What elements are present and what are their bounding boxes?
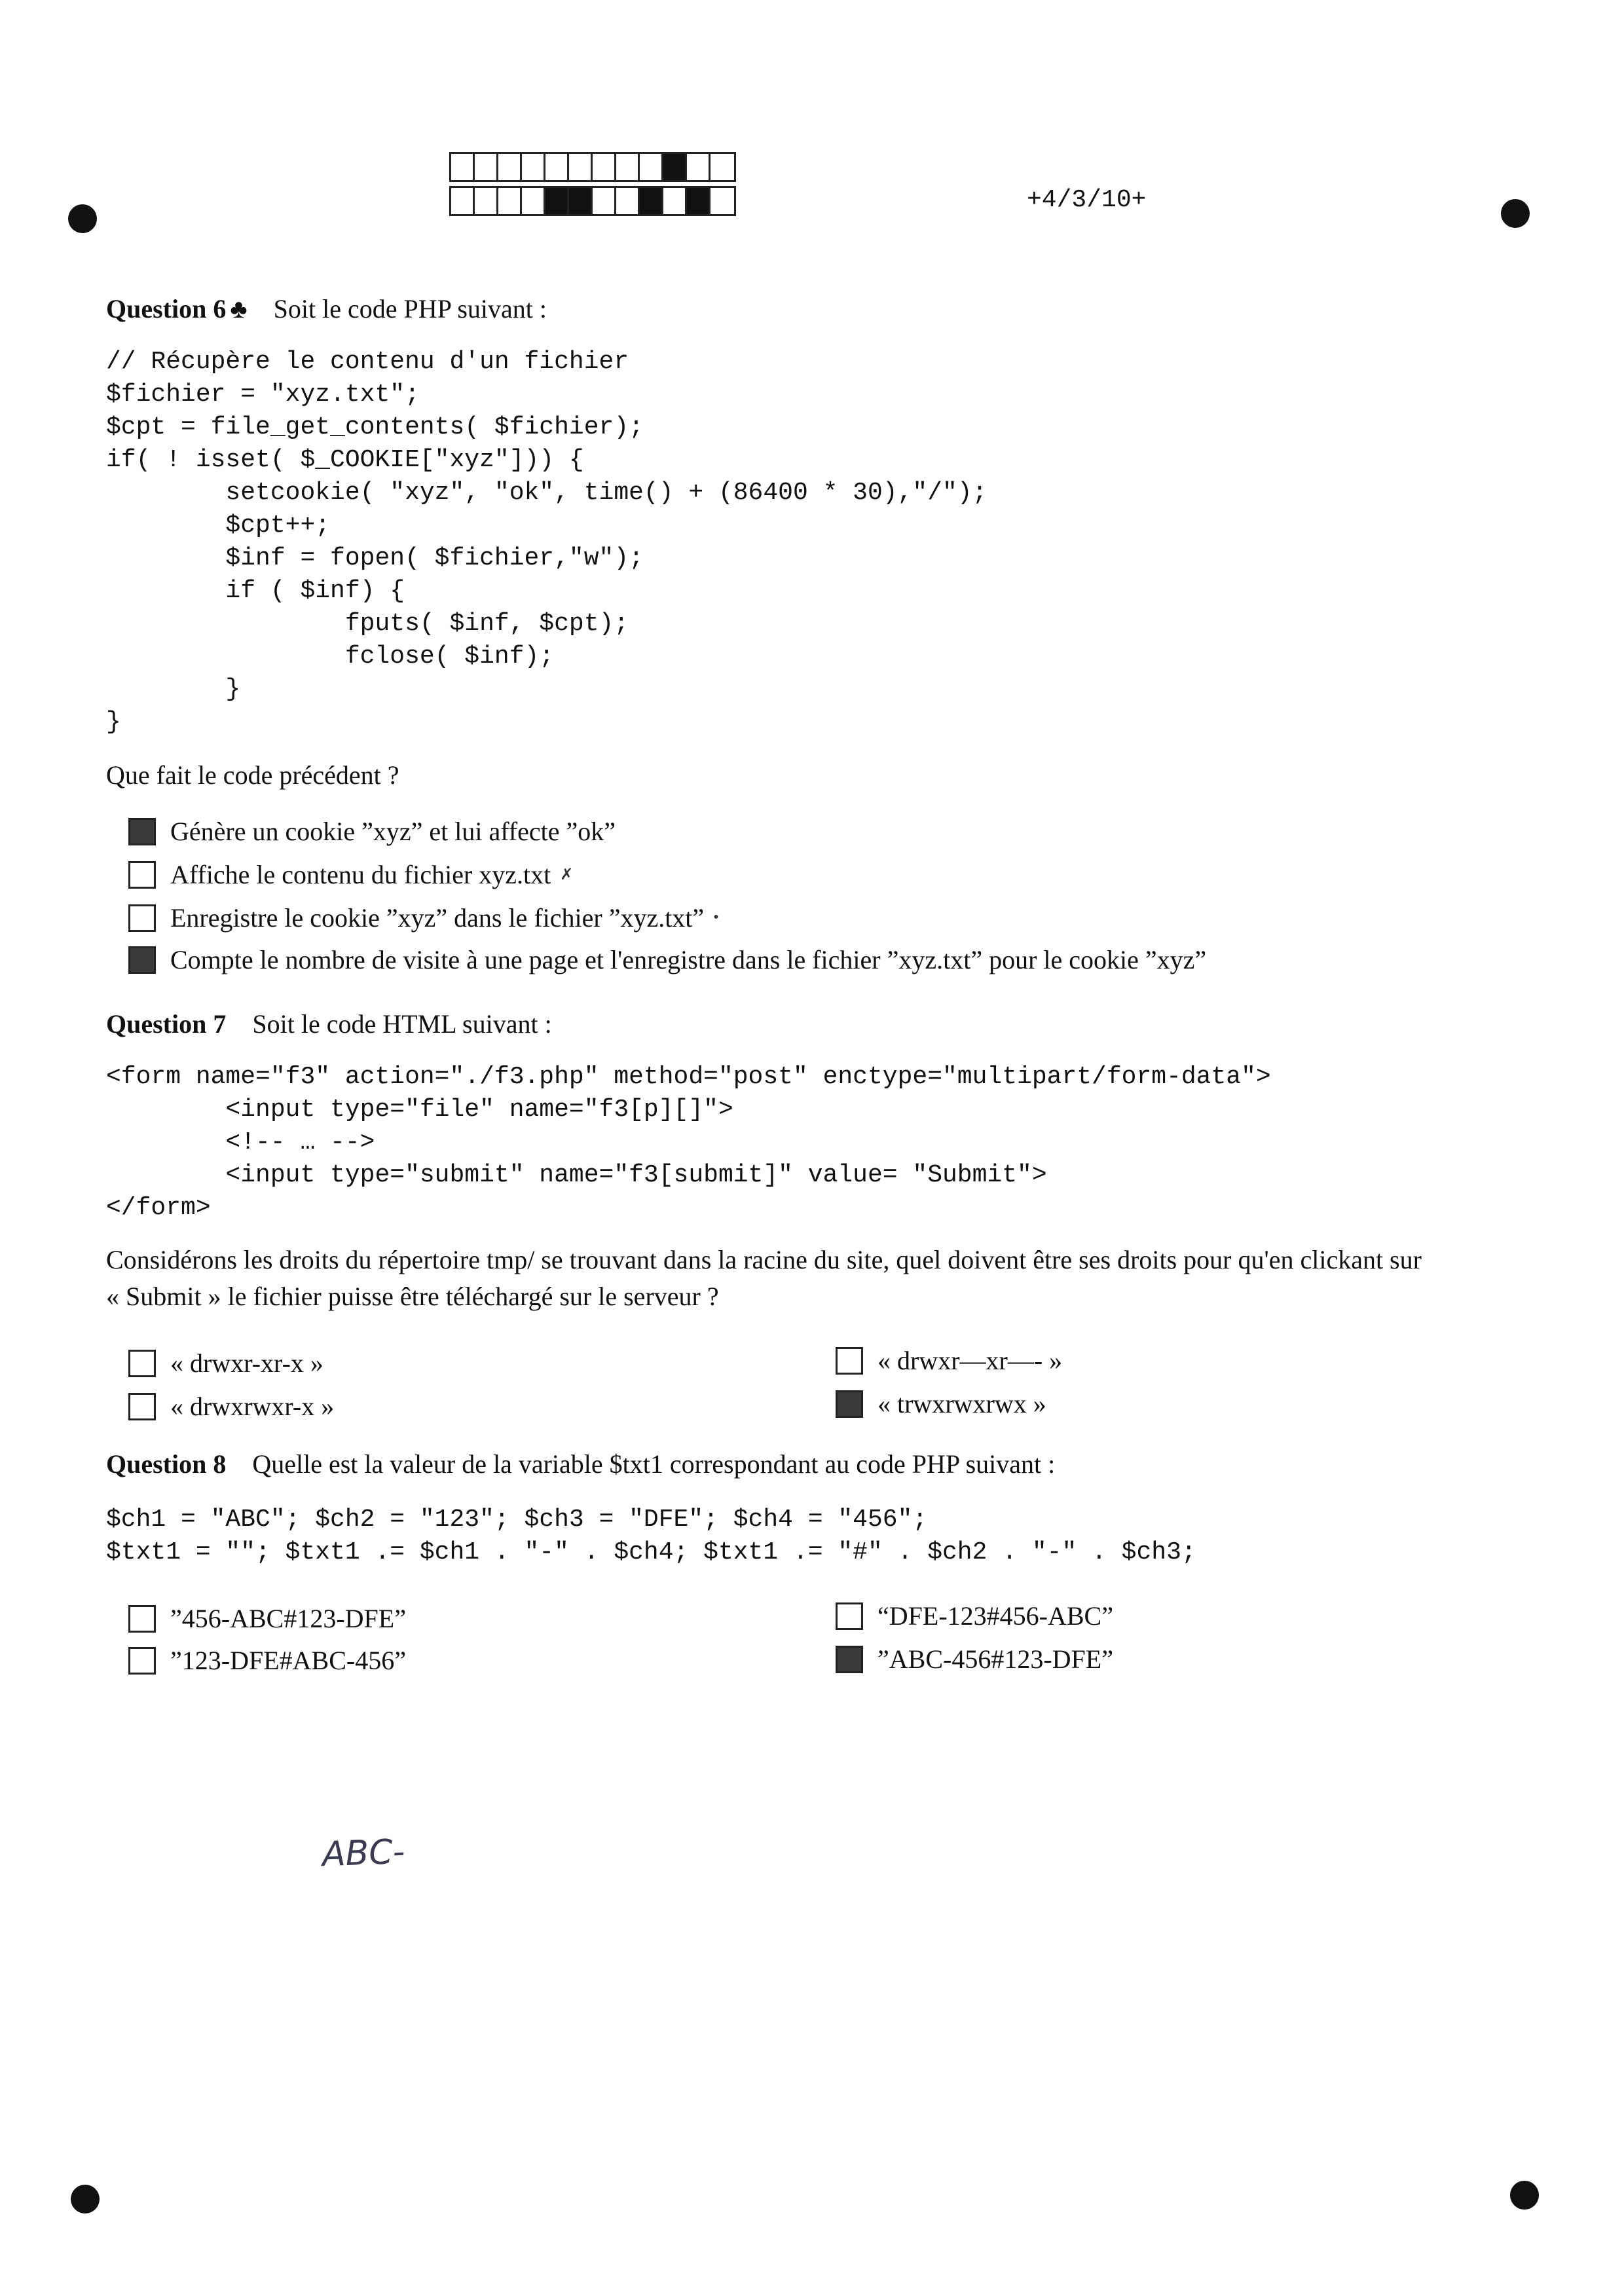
checkbox[interactable] [128, 1647, 156, 1675]
question-7-label: Question 7 [106, 1009, 227, 1039]
question-6-intro: Soit le code PHP suivant : [273, 294, 547, 324]
id-grid-cell [522, 188, 545, 214]
id-grid-row-2 [449, 186, 736, 216]
q8-answer-4[interactable] [836, 1644, 1113, 1675]
question-8-intro: Quelle est la valeur de la variable $txt1 correspondant au code PHP suivant : [252, 1449, 1056, 1479]
question-8-code: $ch1 = "ABC"; $ch2 = "123"; $ch3 = "DFE"; $ch4 = "456"; $txt1 = ""; $txt1 .= $ch1 . "-" . $ch4; $txt1 .= "#" . $ch2 . "-" . $ch3; [106, 1506, 1196, 1566]
checkbox[interactable] [128, 1393, 156, 1420]
answer-text: « drwxrwxr-x » [170, 1392, 335, 1421]
pen-mark: ✗ [560, 866, 574, 883]
id-grid-cell [593, 154, 616, 180]
checkbox-checked[interactable] [128, 946, 156, 974]
q7-answer-1[interactable] [128, 1348, 323, 1379]
id-grid-cell-filled [687, 188, 710, 214]
answer-text: « drwxr-xr-x » [170, 1348, 323, 1378]
id-grid-row-1 [449, 152, 736, 182]
checkbox-checked[interactable] [836, 1646, 863, 1673]
answer-text: Enregistre le cookie ”xyz” dans le fichier ”xyz.txt” [170, 903, 705, 933]
answer-text: “DFE-123#456-ABC” [877, 1601, 1113, 1631]
id-grid-cell [593, 188, 616, 214]
registration-dot-top-right [1501, 199, 1530, 228]
question-8-header [106, 1449, 1055, 1479]
q8-answer-2[interactable] [836, 1601, 1113, 1631]
id-grid-cell [475, 188, 498, 214]
question-6-prompt: Que fait le code précédent ? [106, 760, 399, 790]
checkbox[interactable] [128, 904, 156, 932]
id-grid-cell [498, 188, 522, 214]
q8-answer-3[interactable] [128, 1645, 406, 1676]
id-grid-cell [451, 154, 475, 180]
answer-text: « drwxr—xr—- » [877, 1346, 1063, 1375]
checkbox[interactable] [128, 1605, 156, 1633]
q7-answer-4[interactable] [836, 1388, 1046, 1419]
handwritten-note: ABC- [321, 1832, 406, 1875]
id-grid-cell [616, 154, 640, 180]
id-grid-cell-filled [545, 188, 569, 214]
id-grid-cell [569, 154, 593, 180]
question-7-code: <form name="f3" action="./f3.php" method="post" enctype="multipart/form-data"> <input type="file" name="f3[p][]"> <!-- … --> <input type="submit" name="f3[submit]" value= "Submit"> </form> [106, 1063, 1271, 1222]
question-7-prompt-line-2: « Submit » le fichier puisse être téléchargé sur le serveur ? [106, 1282, 719, 1311]
id-grid-cell [640, 154, 663, 180]
q7-answer-3[interactable] [128, 1391, 334, 1422]
id-grid-cell-filled [640, 188, 663, 214]
id-grid-cell-filled [569, 188, 593, 214]
question-7-header [106, 1009, 552, 1039]
checkbox-checked[interactable] [836, 1390, 863, 1418]
question-8-label: Question 8 [106, 1449, 227, 1479]
q6-answer-1[interactable] [128, 816, 616, 847]
checkbox[interactable] [836, 1602, 863, 1630]
answer-text: Affiche le contenu du fichier xyz.txt [170, 860, 551, 889]
registration-dot-bottom-right [1510, 2181, 1539, 2210]
answer-text: ”123-DFE#ABC-456” [170, 1646, 406, 1675]
q6-answer-2[interactable] [128, 859, 573, 890]
question-6-header [106, 293, 547, 324]
id-grid-cell-filled [663, 154, 687, 180]
answer-text: « trwxrwxrwx » [877, 1389, 1046, 1418]
registration-dot-top-left [68, 204, 97, 233]
question-7-prompt-line-1: Considérons les droits du répertoire tmp/ se trouvant dans la racine du site, quel doivent être ses droits pour qu'en clickant sur [106, 1245, 1422, 1274]
pen-mark: • [713, 909, 719, 926]
id-grid-cell [545, 154, 569, 180]
checkbox[interactable] [836, 1347, 863, 1375]
id-grid-cell [710, 154, 734, 180]
question-7-intro: Soit le code HTML suivant : [252, 1009, 552, 1039]
id-grid-cell [475, 154, 498, 180]
id-grid-cell [710, 188, 734, 214]
q6-answer-3[interactable] [128, 902, 719, 933]
checkbox[interactable] [128, 861, 156, 889]
id-grid-cell [451, 188, 475, 214]
q7-answer-2[interactable] [836, 1345, 1062, 1376]
id-grid-cell [616, 188, 640, 214]
checkbox-checked[interactable] [128, 818, 156, 845]
question-6-code: // Récupère le contenu d'un fichier $fichier = "xyz.txt"; $cpt = file_get_contents( $fichier); if( ! isset( $_COOKIE["xyz"])) { setcookie( "xyz", "ok", time() + (86400 * 30),"/"); $cpt++; $inf = fopen( $fichier,"w"); if ( $inf) { fputs( $inf, $cpt); fclose( $inf); } } [106, 348, 987, 736]
answer-text: Génère un cookie ”xyz” et lui affecte ”ok” [170, 817, 616, 846]
answer-text: ”ABC-456#123-DFE” [877, 1644, 1113, 1674]
page-number: +4/3/10+ [1027, 186, 1147, 214]
id-grid-cell [498, 154, 522, 180]
checkbox[interactable] [128, 1350, 156, 1377]
id-grid-cell [663, 188, 687, 214]
q8-answer-1[interactable] [128, 1603, 406, 1634]
q6-answer-4[interactable] [128, 944, 1206, 975]
id-grid-cell [687, 154, 710, 180]
question-6-label: Question 6 ♣ [106, 294, 248, 324]
answer-text: ”456-ABC#123-DFE” [170, 1604, 406, 1633]
id-grid-cell [522, 154, 545, 180]
club-icon: ♣ [230, 294, 248, 324]
registration-dot-bottom-left [71, 2185, 100, 2213]
answer-text: Compte le nombre de visite à une page et l'enregistre dans le fichier ”xyz.txt” pour le cookie ”xyz” [170, 945, 1207, 974]
